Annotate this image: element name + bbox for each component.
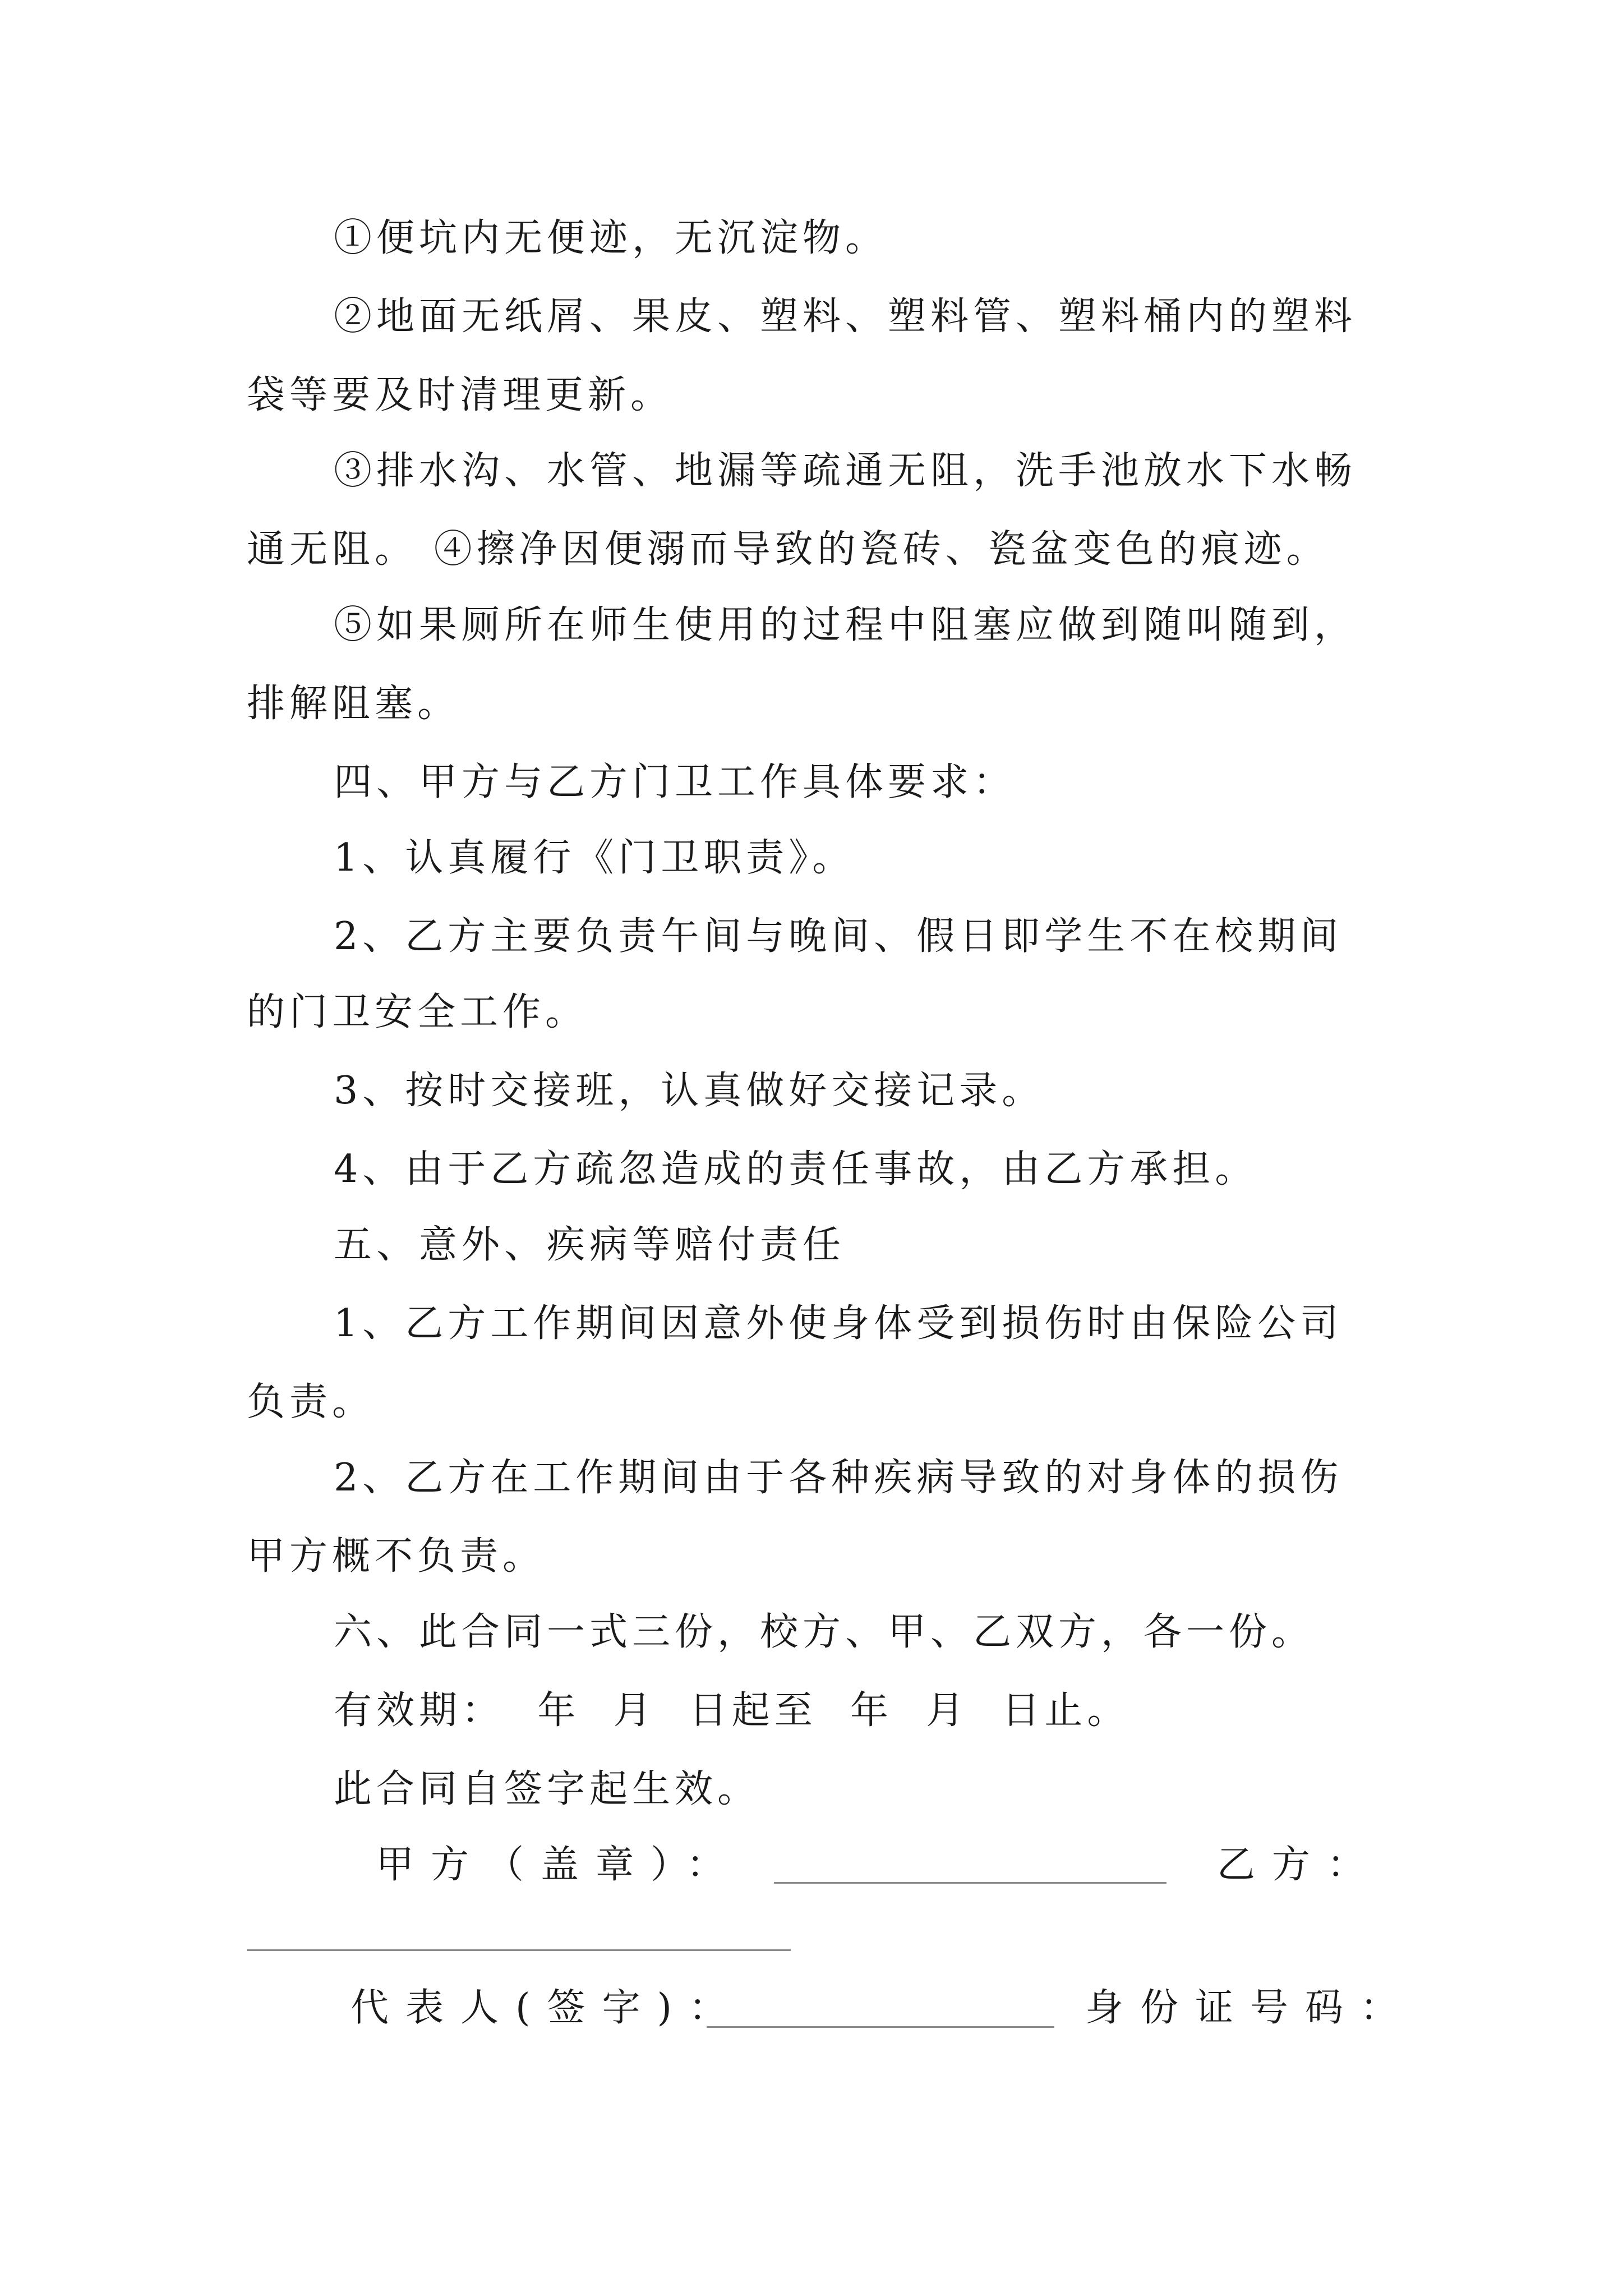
validity-period: 有效期： 年 月 日起至 年 月 日止。 — [334, 1688, 1130, 1733]
party-b-label: 乙方： — [1217, 1843, 1382, 1887]
paragraph-line: 甲方概不负责。 — [247, 1534, 546, 1579]
paragraph-line: 1、认真履行《门卫职责》。 — [334, 836, 855, 880]
paragraph-line: ①便坑内无便迹，无沉淀物。 — [334, 216, 888, 260]
representative-label: 代表人(签字)： — [351, 1986, 744, 2030]
paragraph-line: 4、由于乙方疏忽造成的责任事故，由乙方承担。 — [334, 1147, 1258, 1191]
paragraph-line: 排解阻塞。 — [247, 682, 460, 726]
party-a-signature-blank — [774, 1882, 1166, 1884]
paragraph-line: 负责。 — [247, 1380, 375, 1424]
id-number-label: 身份证号码： — [1085, 1986, 1415, 2030]
effective-clause: 此合同自签字起生效。 — [334, 1767, 760, 1811]
paragraph-line: 的门卫安全工作。 — [247, 990, 588, 1034]
paragraph-line: 3、按时交接班，认真做好交接记录。 — [334, 1069, 1045, 1113]
paragraph-line: ②地面无纸屑、果皮、塑料、塑料管、塑料桶内的塑料 — [334, 295, 1357, 339]
paragraph-line: ③排水沟、水管、地漏等疏通无阻，洗手池放水下水畅 — [334, 449, 1357, 493]
representative-signature-blank — [707, 2026, 1054, 2028]
section-heading: 五、意外、疾病等赔付责任 — [334, 1223, 846, 1267]
paragraph-line: 2、乙方在工作期间由于各种疾病导致的对身体的损伤 — [334, 1456, 1343, 1500]
party-b-signature-blank — [247, 1949, 791, 1951]
party-a-seal-label: 甲方（盖章）： — [376, 1843, 742, 1887]
section-heading: 四、甲方与乙方门卫工作具体要求： — [334, 760, 1016, 804]
paragraph-line: ⑤如果厕所在师生使用的过程中阻塞应做到随叫随到， — [334, 603, 1357, 647]
section-heading: 六、此合同一式三份，校方、甲、乙双方，各一份。 — [334, 1610, 1315, 1654]
paragraph-line: 2、乙方主要负责午间与晚间、假日即学生不在校期间 — [334, 914, 1343, 959]
paragraph-line: 1、乙方工作期间因意外使身体受到损伤时由保险公司 — [334, 1301, 1343, 1346]
paragraph-line: 袋等要及时清理更新。 — [247, 373, 674, 417]
paragraph-line: 通无阻。 ④擦净因便溺而导致的瓷砖、瓷盆变色的痕迹。 — [247, 527, 1329, 572]
